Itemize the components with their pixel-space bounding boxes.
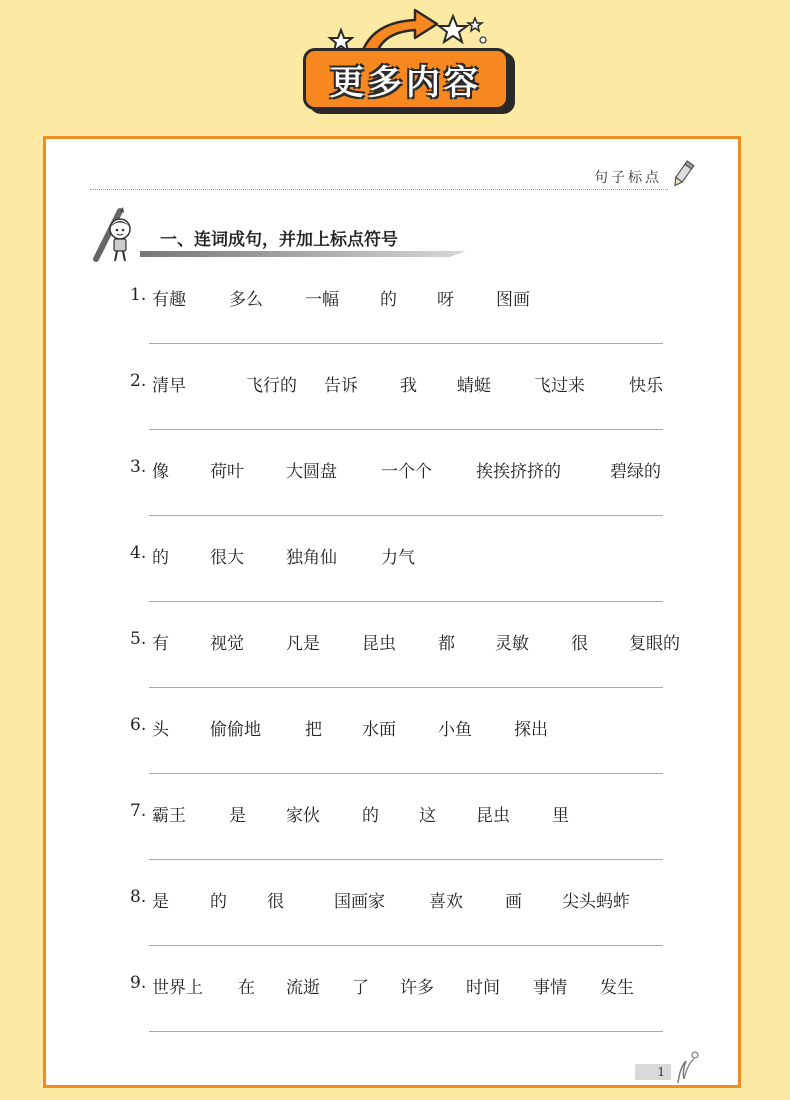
word-card: 大圆盘 bbox=[286, 462, 337, 482]
word-card: 凡是 bbox=[286, 634, 320, 654]
word-card: 水面 bbox=[362, 720, 396, 740]
kid-with-pencil-icon bbox=[90, 207, 142, 263]
question-number: 6. bbox=[130, 715, 147, 735]
word-card: 告诉 bbox=[324, 376, 358, 396]
question-number: 2. bbox=[130, 371, 147, 391]
question-number: 4. bbox=[130, 543, 147, 563]
word-card: 家伙 bbox=[286, 806, 320, 826]
heading-underline bbox=[140, 251, 466, 257]
word-card: 很 bbox=[267, 892, 284, 912]
word-card: 有 bbox=[152, 634, 169, 654]
banner-plate bbox=[303, 48, 509, 110]
word-card: 许多 bbox=[400, 978, 434, 998]
word-card: 的 bbox=[210, 892, 227, 912]
word-card: 呀 bbox=[437, 290, 454, 310]
word-card: 一幅 bbox=[305, 290, 339, 310]
word-card: 复眼的 bbox=[629, 634, 680, 654]
word-card: 头 bbox=[152, 720, 169, 740]
page-number: 1 bbox=[635, 1064, 671, 1080]
word-card: 喜欢 bbox=[429, 892, 463, 912]
word-card: 这 bbox=[419, 806, 436, 826]
word-card: 是 bbox=[152, 892, 169, 912]
word-card: 在 bbox=[238, 978, 255, 998]
header-divider bbox=[90, 189, 668, 190]
word-card: 昆虫 bbox=[476, 806, 510, 826]
word-card: 很大 bbox=[210, 548, 244, 568]
word-card: 了 bbox=[352, 978, 369, 998]
more-content-banner[interactable] bbox=[295, 0, 520, 110]
word-card: 世界上 bbox=[152, 978, 203, 998]
answer-line[interactable] bbox=[149, 773, 663, 774]
word-card: 像 bbox=[152, 462, 169, 482]
word-card: 飞行的 bbox=[246, 376, 297, 396]
answer-line[interactable] bbox=[149, 1031, 663, 1032]
word-card: 国画家 bbox=[334, 892, 385, 912]
answer-line[interactable] bbox=[149, 429, 663, 430]
answer-line[interactable] bbox=[149, 687, 663, 688]
word-card: 力气 bbox=[381, 548, 415, 568]
worksheet-page bbox=[43, 136, 741, 1088]
word-card: 偷偷地 bbox=[210, 720, 261, 740]
answer-line[interactable] bbox=[149, 601, 663, 602]
word-card: 飞过来 bbox=[534, 376, 585, 396]
answer-line[interactable] bbox=[149, 515, 663, 516]
word-card: 里 bbox=[552, 806, 569, 826]
pencil-icon bbox=[670, 159, 696, 189]
word-card: 的 bbox=[362, 806, 379, 826]
word-card: 都 bbox=[438, 634, 455, 654]
question-number: 7. bbox=[130, 801, 147, 821]
word-card: 发生 bbox=[600, 978, 634, 998]
word-card: 挨挨挤挤的 bbox=[476, 462, 561, 482]
section-tag: 句子标点 bbox=[594, 170, 662, 186]
word-card: 事情 bbox=[533, 978, 567, 998]
answer-line[interactable] bbox=[149, 343, 663, 344]
word-card: 有趣 bbox=[152, 290, 186, 310]
word-card: 时间 bbox=[466, 978, 500, 998]
word-card: 小鱼 bbox=[438, 720, 472, 740]
answer-line[interactable] bbox=[149, 945, 663, 946]
word-card: 昆虫 bbox=[362, 634, 396, 654]
swirl-decoration-icon bbox=[674, 1049, 702, 1085]
word-card: 荷叶 bbox=[210, 462, 244, 482]
word-card: 蜻蜓 bbox=[457, 376, 491, 396]
word-card: 清早 bbox=[152, 376, 186, 396]
word-card: 我 bbox=[400, 376, 417, 396]
banner-title: 更多内容 bbox=[330, 62, 482, 103]
word-card: 碧绿的 bbox=[610, 462, 661, 482]
word-card: 视觉 bbox=[210, 634, 244, 654]
word-card: 的 bbox=[380, 290, 397, 310]
word-card: 探出 bbox=[514, 720, 548, 740]
word-card: 霸王 bbox=[152, 806, 186, 826]
question-number: 8. bbox=[130, 887, 147, 907]
word-card: 是 bbox=[229, 806, 246, 826]
word-card: 快乐 bbox=[629, 376, 663, 396]
question-number: 5. bbox=[130, 629, 147, 649]
word-card: 独角仙 bbox=[286, 548, 337, 568]
word-card: 流逝 bbox=[286, 978, 320, 998]
word-card: 把 bbox=[305, 720, 322, 740]
word-card: 图画 bbox=[496, 290, 530, 310]
question-number: 3. bbox=[130, 457, 147, 477]
section-heading bbox=[90, 207, 470, 263]
word-card: 一个个 bbox=[381, 462, 432, 482]
word-card: 画 bbox=[505, 892, 522, 912]
word-card: 尖头蚂蚱 bbox=[562, 892, 630, 912]
answer-line[interactable] bbox=[149, 859, 663, 860]
word-card: 很 bbox=[571, 634, 588, 654]
word-card: 的 bbox=[152, 548, 169, 568]
question-number: 9. bbox=[130, 973, 147, 993]
section-heading-text: 一、连词成句，并加上标点符号 bbox=[160, 230, 398, 250]
word-card: 多么 bbox=[229, 290, 263, 310]
word-card: 灵敏 bbox=[495, 634, 529, 654]
question-number: 1. bbox=[130, 285, 147, 305]
